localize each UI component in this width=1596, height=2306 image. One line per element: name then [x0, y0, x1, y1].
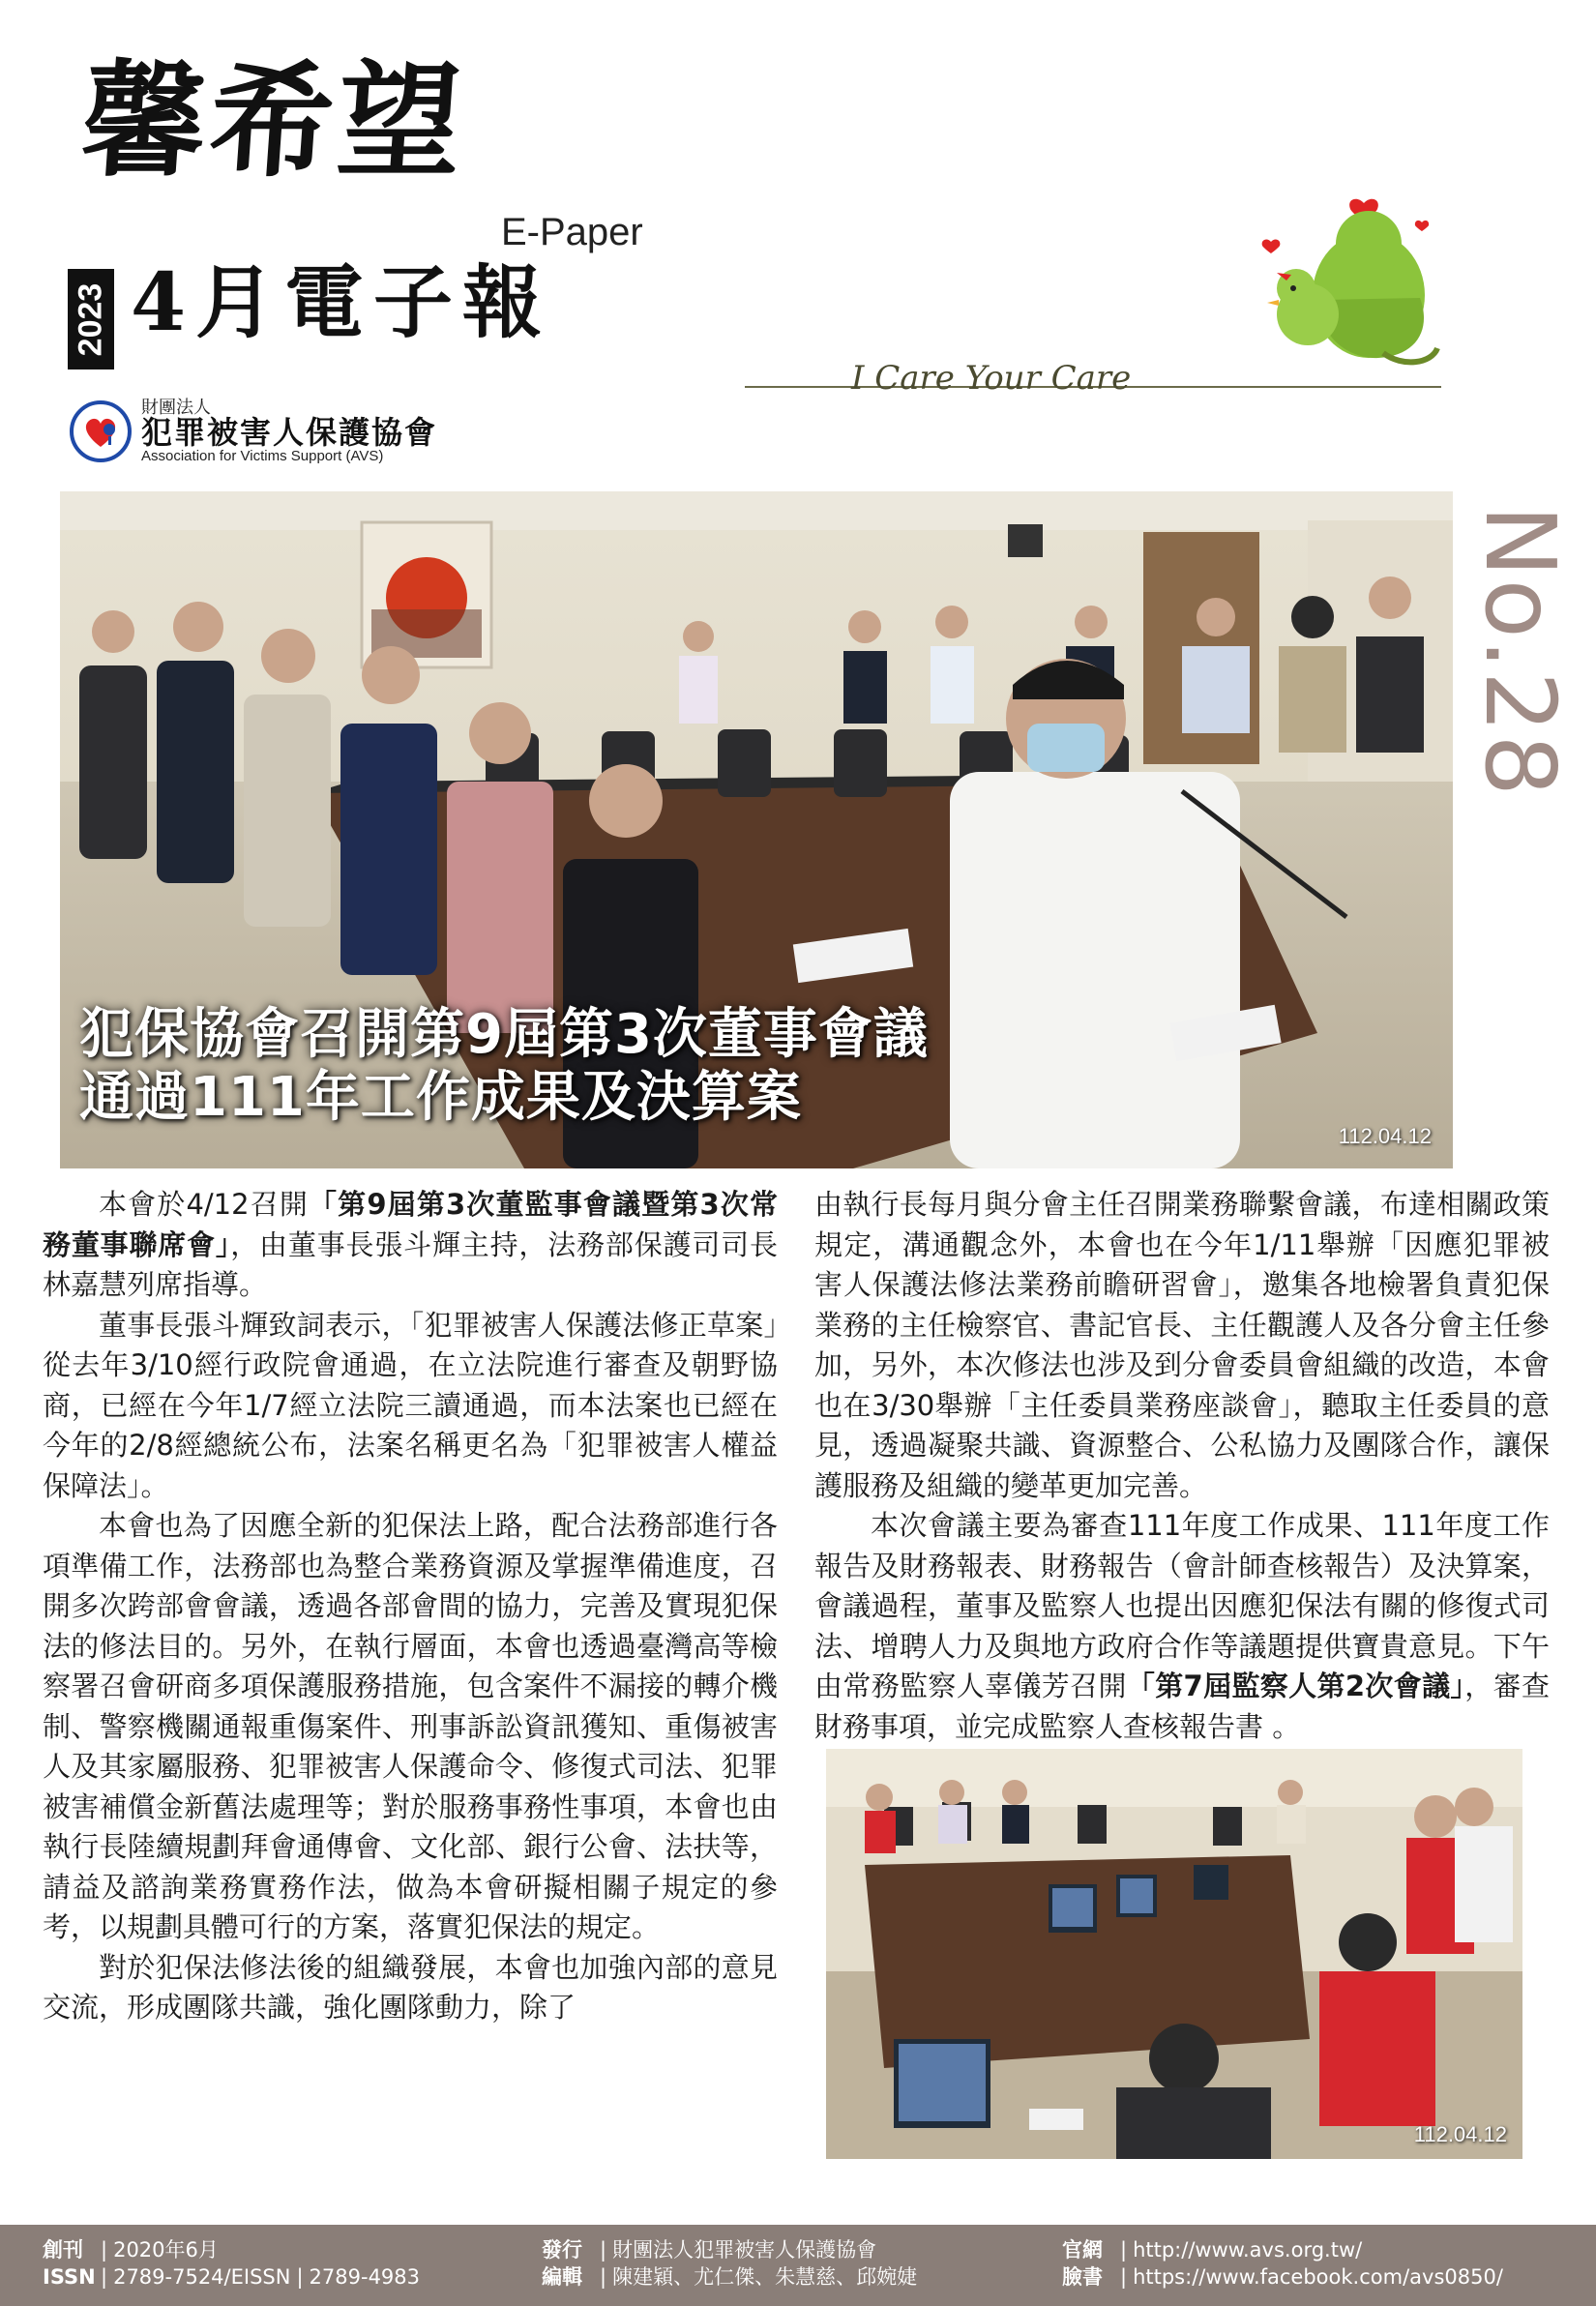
issue-number — [1453, 491, 1588, 811]
eissn-label: EISSN — [230, 2265, 291, 2289]
hero-headline-line2: 通過111年工作成果及決算案 — [79, 1065, 802, 1129]
editor-label: 編輯 — [542, 2265, 582, 2289]
org-prefix: 財團法人 — [141, 398, 211, 417]
mascot-illustration — [1199, 184, 1451, 372]
footer — [0, 2225, 1596, 2306]
article-paragraph: 由執行長每月與分會主任召開業務聯繫會議，布達相關政策規定，溝通觀念外，本會也在今年1/11舉辦「因應犯罪被害人保護法修法業務前瞻研習會」，邀集各地檢署負責犯保業務的主任檢察官、書記官長、主任觀護人及各分會主任參加，另外，本次修法也涉及到分會委員會組織的改造，本會也在3/30舉辦「主任委員業務座談會」，聽取主任委員的意見，透過凝聚共識、資源整合、公私協力及團隊合作，讓保護服務及組織的變革更加完善。 — [814, 1188, 1550, 1502]
masthead-issue-label: 4月電子報 — [131, 256, 552, 349]
avs-emblem-icon — [70, 400, 132, 462]
meeting-photo-2 — [826, 1749, 1522, 2159]
editor-value: 陳建穎、尤仁傑、朱慧慈、邱婉婕 — [612, 2265, 918, 2289]
issn-label: ISSN — [43, 2265, 96, 2289]
footer-publication-info: 創刊 | 2020年6月 ISSN | 2789-7524/EISSN | 2789-4983 — [43, 2238, 421, 2289]
article-paragraph: 本會於4/12召開「第9屆第3次董監事會議暨第3次常務董事聯席會」，由董事長張斗輝主持，法務部保護司司長林嘉慧列席指導。 — [43, 1188, 778, 1301]
hero-photo-date: 112.04.12 — [1338, 1124, 1432, 1148]
masthead-title: 馨希望 — [76, 49, 471, 194]
eissn-value: 2789-4983 — [309, 2265, 421, 2289]
issn-value: 2789-7524 — [113, 2265, 224, 2289]
article-column-right — [814, 1185, 1550, 1747]
article-paragraph: 本次會議主要為審查111年度工作成果、111年度工作報告及財務報表、財務報告（會計師查核報告）及決算案，會議過程，董事及監察人也提出因應犯保法有關的修復式司法、增聘人力及與地方政府合作等議題提供寶貴意見。下午由常務監察人辜儀芳召開「第7屆監察人第2次會議」，審查財務事項，並完成監察人查核報告書 。 — [814, 1509, 1550, 1743]
masthead-year-badge — [68, 269, 114, 370]
footer-credits: 發行 | 財團法人犯罪被害人保護協會 編輯 | 陳建穎、尤仁傑、朱慧慈、邱婉婕 — [542, 2238, 918, 2289]
facebook-label: 臉書 — [1062, 2265, 1103, 2289]
article-paragraph: 本會也為了因應全新的犯保法上路，配合法務部進行各項準備工作，法務部也為整合業務資源及掌握準備進度，召開多次跨部會會議，透過各部會間的協力，完善及實現犯保法的修法目的。另外，在執行層面，本會也透過臺灣高等檢察署召會研商多項保護服務措施，包含案件不漏接的轉介機制、警察機關通報重傷案件、刑事訴訟資訊獲知、重傷被害人及其家屬服務、犯罪被害人保護命令、修復式司法、犯罪被害補償金新舊法處理等；對於服務事務性事項，本會也由執行長陸續規劃拜會通傳會、文化部、銀行公會、法扶等，請益及諮詢業務實務作法，做為本會研擬相關子規定的參考，以規劃具體可行的方案，落實犯保法的規定。 — [43, 1509, 778, 1943]
issue-number-text: No.28 — [1463, 504, 1578, 798]
website-label: 官網 — [1062, 2238, 1103, 2262]
masthead-year: 2023 — [72, 282, 109, 356]
article-paragraph: 董事長張斗輝致詞表示，「犯罪被害人保護法修正草案」從去年3/10經行政院會通過，在立法院進行審查及朝野協商，已經在今年1/7經立法院三讀通過，而本法案也已經在今年的2/8經總統公布，法案名稱更名為「犯罪被害人權益保障法」。 — [43, 1308, 778, 1502]
org-english-name: Association for Victims Support (AVS) — [141, 448, 384, 465]
hero-headline-line1: 犯保協會召開第9屆第3次董事會議 — [79, 1003, 929, 1066]
footer-links: 官網 | http://www.avs.org.tw/ 臉書 | https://www.facebook.com/avs0850/ — [1062, 2238, 1503, 2289]
masthead-epaper: E-Paper — [501, 211, 643, 253]
article-paragraph: 對於犯保法修法後的組織發展，本會也加強內部的意見交流，形成團隊共識，強化團隊動力，除了 — [43, 1950, 778, 2024]
tagline-text: I Care Your Care — [851, 359, 1132, 398]
article-column-left — [43, 1185, 778, 2028]
org-name: 犯罪被害人保護協會 — [141, 413, 438, 451]
facebook-link[interactable]: https://www.facebook.com/avs0850/ — [1133, 2265, 1503, 2289]
photo2-date: 112.04.12 — [1413, 2122, 1507, 2146]
hero-headline — [79, 1004, 929, 1130]
publisher-label: 發行 — [542, 2238, 582, 2262]
hero-photo — [60, 491, 1453, 1168]
website-link[interactable]: http://www.avs.org.tw/ — [1133, 2238, 1363, 2262]
founded-value: 2020年6月 — [113, 2238, 219, 2262]
org-logo — [70, 399, 437, 464]
publisher-value: 財團法人犯罪被害人保護協會 — [612, 2238, 877, 2262]
founded-label: 創刊 — [43, 2238, 83, 2262]
